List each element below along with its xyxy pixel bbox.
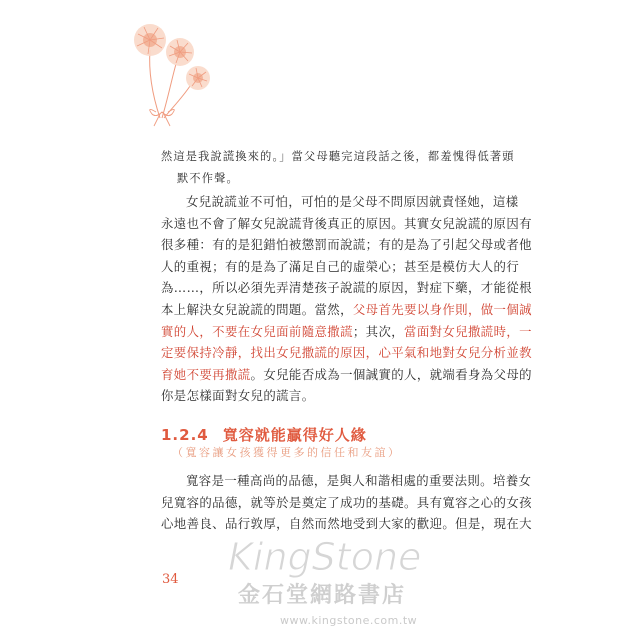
- highlighted-text: 當面對女兒撒謊時，一: [404, 323, 532, 339]
- highlighted-text: 定要保持冷靜，找出女兒撒謊的原因，心平氣和地對女兒分析並教: [161, 345, 532, 361]
- text-fragment: 。女兒能否成為一個誠實的人，就端看身為父母的: [250, 366, 532, 382]
- highlighted-text: 父母首先要以身作則，做一個誠: [352, 301, 532, 317]
- continued-text: [161, 146, 515, 190]
- section-title: 寬容就能贏得好人緣: [222, 426, 367, 444]
- text-line: 女兒說謊並不可怕，可怕的是父母不問原因就責怪她，這樣: [186, 194, 519, 209]
- body-paragraph-tolerance: [161, 470, 532, 535]
- text-fragment: 本上解決女兒說謊的問題。當然，: [161, 301, 353, 317]
- text-line: [161, 299, 532, 321]
- kingstone-watermark-chinese: [238, 580, 438, 608]
- section-number: 1.2.4: [161, 426, 209, 444]
- watermark-logo-text: KingStone: [228, 535, 422, 579]
- watermark-chinese-text: 金石堂網路書店: [238, 583, 407, 608]
- section-subtitle: （寬容讓女孩獲得更多的信任和友誼）: [172, 446, 402, 459]
- watermark-url: www.kingstone.com.tw: [280, 614, 418, 627]
- text-line: [161, 364, 532, 386]
- text-line: 兒寬容的品德，就等於是奠定了成功的基礎。具有寬容之心的女孩: [161, 494, 532, 510]
- text-line: 寬容是一種高尚的品德，是與人和諧相處的重要法則。培養女: [186, 473, 532, 488]
- highlighted-text: 實的人，不要在女兒面前隨意撒謊: [161, 323, 353, 339]
- text-line: [161, 342, 532, 364]
- text-line: 人的重視；有的是為了滿足自己的虛榮心；甚至是模仿大人的行: [161, 258, 520, 274]
- text-fragment: ；其次，: [352, 323, 405, 339]
- text-line: 默不作聲。: [177, 172, 239, 185]
- flower-bouquet-illustration: [120, 8, 240, 133]
- kingstone-watermark-logo: [228, 530, 474, 580]
- text-line: 你是怎樣面對女兒的謊言。: [161, 388, 315, 404]
- text-line: 然這是我說謊換來的。」當父母聽完這段話之後，都羞愧得低著頭: [161, 150, 515, 163]
- text-line: 為……，所以必須先弄清楚孩子說謊的原因，對症下藥，才能從根: [161, 280, 532, 296]
- text-line: 很多種：有的是犯錯怕被懲罰而說謊；有的是為了引起父母或者他: [161, 237, 532, 253]
- text-line: [161, 321, 532, 343]
- page-number: 34: [162, 572, 179, 587]
- text-line: 心地善良、品行敦厚，自然而然地受到大家的歡迎。但是，現在大: [161, 516, 532, 532]
- section-heading: [161, 424, 367, 445]
- text-line: 永遠也不會了解女兒說謊背後真正的原因。其實女兒說謊的原因有: [161, 215, 532, 231]
- highlighted-text: 育她不要再撒謊: [161, 366, 251, 382]
- body-paragraph-lying: [161, 191, 532, 407]
